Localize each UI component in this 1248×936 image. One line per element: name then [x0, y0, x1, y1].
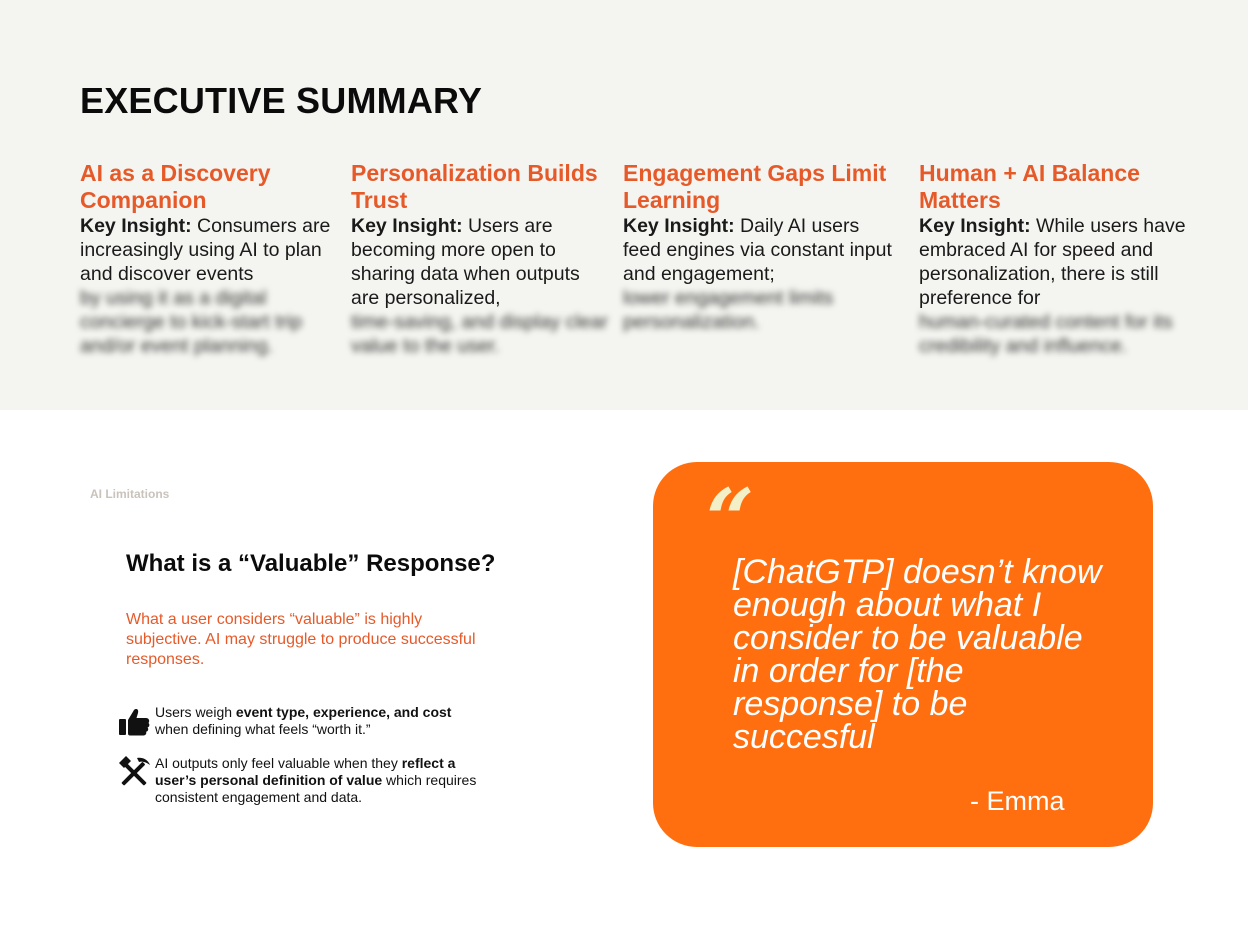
insight-blurred-text: lower engagement limits personalization.: [623, 287, 834, 333]
bullet-text-lead: Users weigh: [155, 704, 236, 720]
insight-body: [623, 214, 893, 334]
bullet-text: [155, 755, 485, 806]
insight-text: Consumers are increasingly using AI to plan and discover events: [80, 215, 331, 285]
insight-text: While users have embraced AI for speed and personalization, there is still preference for: [919, 215, 1186, 309]
insight-heading: Engagement Gaps Limit Learning: [623, 160, 887, 213]
insight-column: [80, 160, 340, 358]
bullet-text-emphasis: reflect a user’s personal definition of value: [155, 755, 456, 788]
insight-heading: Human + AI Balance Matters: [919, 160, 1140, 213]
limitation-bullet: [116, 755, 485, 806]
section-tag: AI Limitations: [90, 487, 170, 501]
key-insight-label: Key Insight:: [351, 215, 463, 237]
insight-blurred-text: by using it as a digital concierge to kick-start trip and/or event planning.: [80, 287, 303, 357]
insight-text: Daily AI users feed engines via constant input and engagement;: [623, 215, 892, 285]
insight-blurred-text: time-saving, and display clear value to the user.: [351, 311, 608, 357]
insight-column: [351, 160, 613, 358]
limitations-heading: What is a “Valuable” Response?: [126, 550, 496, 577]
limitation-bullet: [116, 704, 485, 740]
insight-blurred-text: human-curated content for its credibility and influence.: [919, 311, 1173, 357]
limitations-subtitle: What a user considers “valuable” is highly subjective. AI may struggle to produce successful responses.: [126, 611, 476, 668]
insight-column: [919, 160, 1189, 358]
insight-text: Users are becoming more open to sharing data when outputs are personalized,: [351, 215, 580, 309]
insight-body: [80, 214, 340, 358]
quote-author: - Emma: [970, 786, 1065, 816]
insight-column: [623, 160, 893, 334]
insight-heading: Personalization Builds Trust: [351, 160, 598, 213]
bullet-text-tail: when defining what feels “worth it.”: [155, 721, 371, 737]
bullet-text: [155, 704, 485, 738]
insight-body: [919, 214, 1189, 358]
bullet-text-emphasis: event type, experience, and cost: [235, 704, 452, 720]
key-insight-label: Key Insight:: [623, 215, 735, 237]
key-insight-label: Key Insight:: [80, 215, 192, 237]
hammer-pick-icon: [116, 755, 152, 791]
section-title: EXECUTIVE SUMMARY: [80, 80, 483, 121]
insight-body: [351, 214, 613, 358]
insight-heading: AI as a Discovery Companion: [80, 160, 271, 213]
bullet-text-tail: which requires consistent engagement and data.: [155, 772, 477, 805]
thumbs-up-icon: [116, 704, 152, 740]
bullet-text-lead: AI outputs only feel valuable when they: [155, 755, 402, 771]
key-insight-label: Key Insight:: [919, 215, 1031, 237]
quote-text: [ChatGTP] doesn’t know enough about what I consider to be valuable in order for [the response] to be succesful: [733, 553, 1102, 756]
quote-mark-icon: “: [706, 470, 755, 569]
